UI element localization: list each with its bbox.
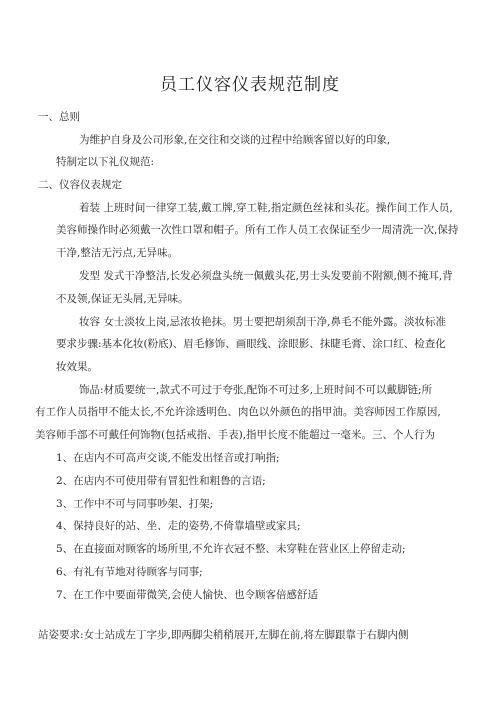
paragraph-line: 为维护自身及公司形象,在交往和交谈的过程中给顾客留以好的印象, [79, 134, 391, 146]
list-item: 3、工作中不可与同事吵架、打架; [56, 498, 214, 510]
paragraph-line: 发型 发式干净整洁,长发必须盘头统一佩戴头花,男士头发要前不附额,侧不掩耳,背 [79, 270, 453, 282]
list-item: 4、保持良好的站、坐、走的姿势,不倚靠墙壁或家具; [56, 520, 301, 532]
list-item: 6、有礼有节地对待顾客与同事; [56, 566, 203, 578]
paragraph-line: 站姿要求:女士站成左丁字步,即两脚尖稍稍展开,左脚在前,将左脚跟靠于右脚内侧 [38, 629, 409, 641]
document-title: 员工仪容仪表规范制度 [160, 75, 340, 95]
paragraph-line: 美容师手部不可戴任何饰物(包括戒指、手表),指甲长度不能超过一毫米。三、个人行为 [35, 429, 436, 441]
paragraph-line: 特制定以下礼仪规范: [56, 156, 155, 168]
section-heading-appearance: 二、仪容仪表规定 [38, 179, 122, 191]
list-item: 5、在直接面对顾客的场所里,不允许衣冠不整、未穿鞋在营业区上停留走动; [56, 543, 406, 555]
paragraph-line: 着装 上班时间一律穿工装,戴工牌,穿工鞋,指定颜色丝袜和头花。操作间工作人员, [79, 202, 453, 214]
paragraph-line: 妆效果。 [56, 361, 98, 373]
paragraph-line: 干净,整洁无污点,无异味。 [56, 247, 179, 259]
paragraph-line: 妆容 女士淡妆上岗,忌浓妆艳抹。男士要把胡须刮干净,鼻毛不能外露。淡妆标准 [79, 316, 447, 328]
paragraph-line: 有工作人员指甲不能太长,不允许涂透明色、肉色以外颜色的指甲油。美容师因工作原因, [35, 406, 441, 418]
paragraph-line: 要求步骤:基本化妆(粉底)、眉毛修饰、画眼线、涂眼影、抹睫毛膏、涂口红、检查化 [56, 338, 446, 350]
list-item: 1、在店内不可高声交谈,不能发出怪音或打响指; [56, 452, 280, 464]
list-item: 2、在店内不可使用带有冒犯性和粗鲁的言语; [56, 475, 266, 487]
paragraph-line: 饰品:材质要统一,款式不可过于夸张,配饰不可过多,上班时间不可以戴脚链;所 [79, 384, 433, 396]
paragraph-line: 美容师操作时必须戴一次性口罩和帽子。所有工作人员工衣保证至少一周清洗一次,保持 [56, 224, 459, 236]
section-heading-general: 一、总则 [38, 111, 80, 123]
list-item: 7、在工作中要面带微笑,会使人愉快、也令顾客倍感舒适 [56, 589, 319, 601]
paragraph-line: 不及领,保证无头屑,无异味。 [56, 293, 189, 305]
